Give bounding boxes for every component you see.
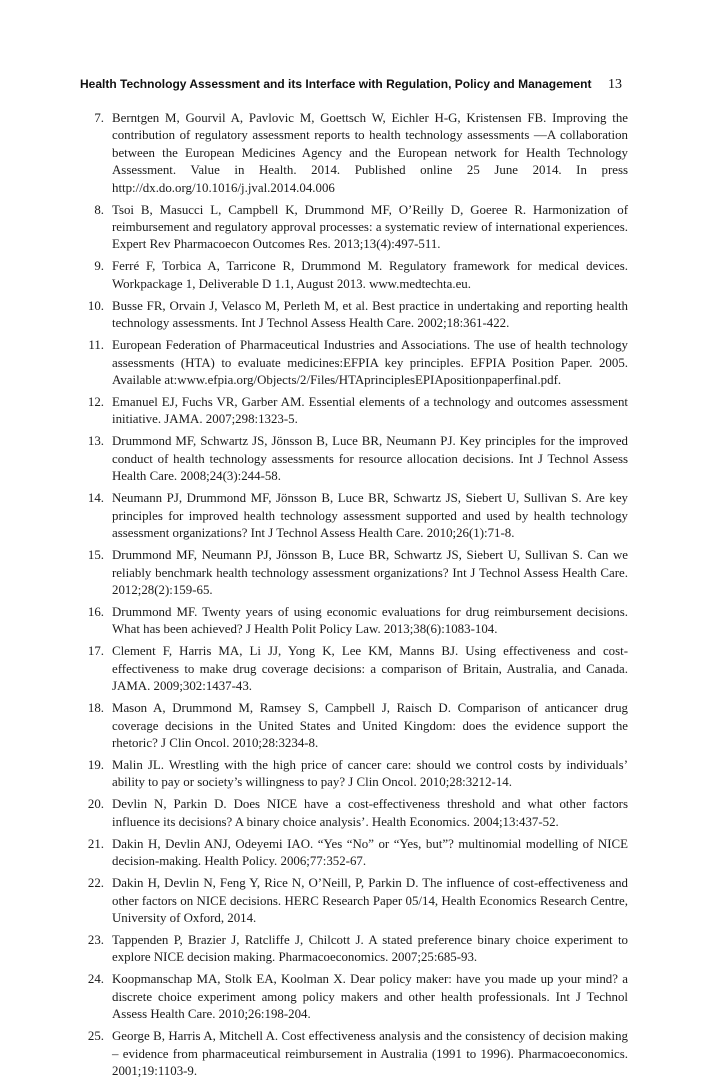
reference-number: 22. bbox=[87, 876, 104, 891]
reference-item bbox=[80, 547, 628, 599]
reference-number: 7. bbox=[94, 111, 104, 125]
reference-number: 24. bbox=[87, 972, 104, 987]
reference-text: Clement F, Harris MA, Li JJ, Yong K, Lee KM, Manns BJ. Using effectiveness and cost-effectiveness to make drug coverage decisions: a comparison of Britain, Australia, and Canada. JAMA. 2009;302:1437-43. bbox=[112, 644, 628, 694]
reference-text: Dakin H, Devlin ANJ, Odeyemi IAO. “Yes “No” or “Yes, but”? multinomial modelling of NICE decision-making. Health Policy. 2006;77:352-67. bbox=[112, 836, 628, 869]
reference-number: 15. bbox=[87, 548, 104, 563]
reference-text: Emanuel EJ, Fuchs VR, Garber AM. Essential elements of a technology and outcomes assessment initiative. JAMA. 2007;298:1323-5. bbox=[112, 395, 628, 427]
reference-text: Neumann PJ, Drummond MF, Jönsson B, Luce BR, Schwartz JS, Siebert U, Sullivan S. Are key principles for improved health technology assessment supported and used by health technology assessment organizations? Int J Technol Assess Health Care. 2010;26(1):71-8. bbox=[112, 491, 628, 541]
reference-number: 16. bbox=[87, 604, 104, 619]
reference-item bbox=[80, 604, 628, 639]
reference-number: 14. bbox=[87, 491, 104, 506]
reference-text: Busse FR, Orvain J, Velasco M, Perleth M, et al. Best practice in undertaking and reporting health technology assessments. Int J Technol Assess Health Care. 2002;18:361-422. bbox=[112, 298, 628, 331]
reference-number: 19. bbox=[87, 757, 104, 772]
reference-item bbox=[80, 875, 628, 927]
reference-text: Tsoi B, Masucci L, Campbell K, Drummond MF, O’Reilly D, Goeree R. Harmonization of reimbursement and regulatory approval processes: a systematic review of international experiences. Expert Rev Pharmacoecon Outcomes Res. 2013;13(4):497-511. bbox=[112, 202, 628, 252]
reference-item bbox=[80, 643, 628, 695]
reference-text: Malin JL. Wrestling with the high price of cancer care: should we control costs by individuals’ ability to pay or society’s willingness to pay? J Clin Oncol. 2010;28:3212-14. bbox=[112, 757, 628, 790]
reference-text: Koopmanschap MA, Stolk EA, Koolman X. Dear policy maker: have you made up your mind? a discrete choice experiment among policy makers and other health professionals. Int J Technol Assess Health Care. 2010;26:198-204. bbox=[112, 972, 628, 1022]
reference-text: George B, Harris A, Mitchell A. Cost effectiveness analysis and the consistency of decision making – evidence from pharmaceutical reimbursement in Australia (1991 to 1996). Pharmacoeconomics. 2001;19:1103-9. bbox=[112, 1029, 628, 1078]
reference-item bbox=[80, 757, 628, 792]
reference-list bbox=[80, 110, 628, 1085]
reference-text: Mason A, Drummond M, Ramsey S, Campbell J, Raisch D. Comparison of anticancer drug coverage decisions in the United States and United Kingdom: does the evidence support the rhetoric? J Clin Oncol. 2010;28:3234-8. bbox=[112, 701, 628, 750]
reference-number: 18. bbox=[87, 701, 104, 716]
reference-number: 9. bbox=[94, 259, 104, 274]
reference-number: 11. bbox=[88, 338, 104, 353]
reference-item bbox=[80, 202, 628, 254]
reference-item bbox=[80, 110, 628, 197]
reference-text: Devlin N, Parkin D. Does NICE have a cost-effectiveness threshold and what other factors influence its decisions? A binary choice analysis’. Health Economics. 2004;13:437-52. bbox=[112, 797, 628, 829]
reference-text: Berntgen M, Gourvil A, Pavlovic M, Goettsch W, Eichler H-G, Kristensen FB. Improving the contribution of regulatory assessment reports to health technology assessments —A collaboration between the European Medicines Agency and the European network for Health Technology Assessment. Value in Health. 2014. Published online 25 June 2014. In press http://dx.do.org/10.1016/j.jval.2014.04.006 bbox=[112, 111, 628, 195]
reference-text: Drummond MF, Schwartz JS, Jönsson B, Luce BR, Neumann PJ. Key principles for the improved conduct of health technology assessments for resource allocation decisions. Int J Technol Assess Health Care. 2008;24(3):244-58. bbox=[112, 434, 628, 484]
running-head-title: Health Technology Assessment and its Interface with Regulation, Policy and Management bbox=[80, 77, 592, 91]
reference-number: 25. bbox=[87, 1029, 104, 1044]
page-number: 13 bbox=[608, 77, 622, 92]
reference-item bbox=[80, 298, 628, 333]
reference-text: Drummond MF. Twenty years of using economic evaluations for drug reimbursement decisions. What has been achieved? J Health Polit Policy Law. 2013;38(6):1083-104. bbox=[112, 604, 628, 637]
reference-number: 10. bbox=[87, 298, 104, 313]
reference-text: Tappenden P, Brazier J, Ratcliffe J, Chilcott J. A stated preference binary choice experiment to explore NICE decision making. Pharmacoeconomics. 2007;25:685-93. bbox=[112, 932, 628, 965]
reference-item bbox=[80, 490, 628, 542]
reference-text: European Federation of Pharmaceutical Industries and Associations. The use of health technology assessments (HTA) to evaluate medicines:EFPIA key principles. EFPIA Position Paper. 2005. Available at:www.efpia.org/Objects/2/Files/HTAprinciplesEPIApositionpaperfinal.pdf. bbox=[112, 338, 628, 388]
reference-text: Drummond MF, Neumann PJ, Jönsson B, Luce BR, Schwartz JS, Siebert U, Sullivan S. Can we reliably benchmark health technology assessment organizations? Int J Technol Assess Health Care. 2012;28(2):159-65. bbox=[112, 548, 628, 597]
reference-text: Ferré F, Torbica A, Tarricone R, Drummond M. Regulatory framework for medical devices. Workpackage 1, Deliverable D 1.1, August 2013. www.medtechta.eu. bbox=[112, 259, 628, 291]
reference-number: 12. bbox=[87, 395, 104, 410]
reference-number: 17. bbox=[87, 644, 104, 659]
reference-item bbox=[80, 971, 628, 1023]
reference-item bbox=[80, 394, 628, 429]
reference-number: 20. bbox=[87, 797, 104, 812]
reference-item bbox=[80, 1028, 628, 1080]
reference-item bbox=[80, 700, 628, 752]
reference-number: 13. bbox=[87, 434, 104, 449]
reference-item bbox=[80, 836, 628, 871]
reference-item bbox=[80, 796, 628, 831]
reference-number: 23. bbox=[87, 932, 104, 947]
reference-item bbox=[80, 433, 628, 485]
running-head bbox=[80, 77, 622, 93]
reference-number: 8. bbox=[94, 202, 104, 217]
reference-number: 21. bbox=[87, 836, 104, 851]
reference-item bbox=[80, 932, 628, 967]
reference-item bbox=[80, 258, 628, 293]
reference-text: Dakin H, Devlin N, Feng Y, Rice N, O’Neill, P, Parkin D. The influence of cost-effectiveness and other factors on NICE decisions. HERC Research Paper 05/14, Health Economics Research Centre, University of Oxford, 2014. bbox=[112, 876, 628, 925]
reference-item bbox=[80, 337, 628, 389]
